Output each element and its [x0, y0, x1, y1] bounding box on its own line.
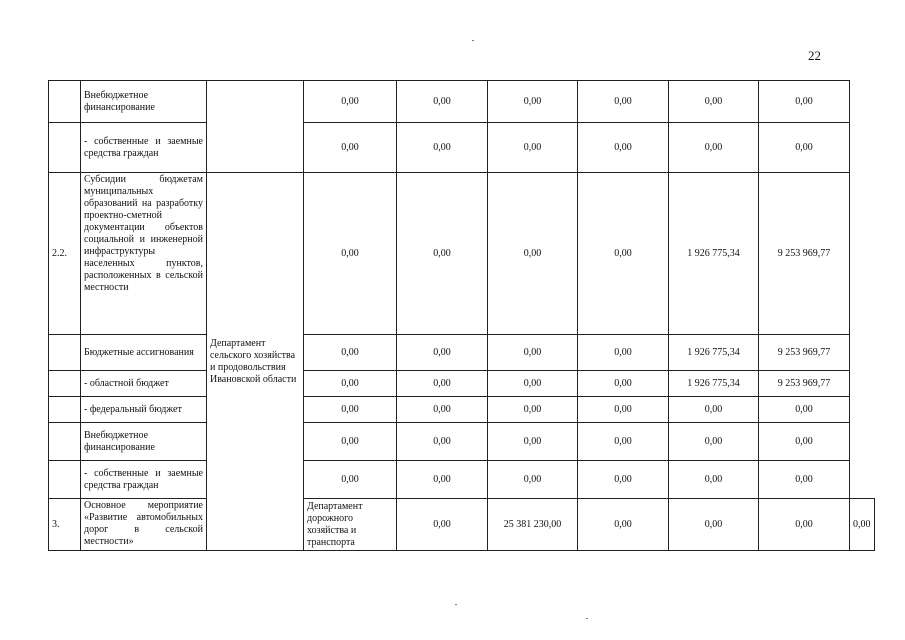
scan-speck: [472, 40, 474, 41]
table-row: [49, 423, 875, 461]
table-row: [49, 173, 875, 335]
row-index: 2.2.: [49, 173, 81, 335]
responsible-department: [207, 81, 304, 173]
responsible-department: Департамент дорожного хозяйства и транспорта: [304, 499, 397, 551]
amount-cell: 0,00: [669, 123, 759, 173]
amount-cell: 0,00: [578, 335, 669, 371]
row-index: [49, 371, 81, 397]
amount-cell: 0,00: [488, 123, 578, 173]
amount-cell: 0,00: [397, 123, 488, 173]
amount-cell: 9 253 969,77: [759, 335, 850, 371]
amount-cell: 9 253 969,77: [759, 173, 850, 335]
amount-cell: 0,00: [304, 173, 397, 335]
amount-cell: 0,00: [759, 397, 850, 423]
amount-cell: 0,00: [669, 499, 759, 551]
amount-cell: 0,00: [488, 81, 578, 123]
amount-cell: 0,00: [488, 423, 578, 461]
row-description: Субсидии бюджетам муниципальных образований на разработку проектно-сметной документации объектов социальной и инженерной инфраструктуры населенных пунктов, расположенных в сельской местности: [81, 173, 207, 335]
amount-cell: 0,00: [578, 423, 669, 461]
row-description: - собственные и заемные средства граждан: [81, 461, 207, 499]
amount-cell: 0,00: [759, 423, 850, 461]
row-description: Бюджетные ассигнования: [81, 335, 207, 371]
amount-cell: 0,00: [488, 173, 578, 335]
table-row: [49, 499, 875, 551]
amount-cell: 1 926 775,34: [669, 335, 759, 371]
budget-table: [48, 80, 875, 551]
amount-cell: 0,00: [397, 335, 488, 371]
amount-cell: 0,00: [488, 397, 578, 423]
row-index: [49, 461, 81, 499]
amount-cell: 0,00: [850, 499, 875, 551]
row-index: [49, 335, 81, 371]
table-row: [49, 397, 875, 423]
amount-cell: 0,00: [304, 423, 397, 461]
budget-table-body: [49, 81, 875, 551]
amount-cell: 0,00: [397, 499, 488, 551]
amount-cell: 0,00: [488, 335, 578, 371]
row-description: - федеральный бюджет: [81, 397, 207, 423]
amount-cell: 0,00: [397, 397, 488, 423]
amount-cell: 9 253 969,77: [759, 371, 850, 397]
table-row: [49, 81, 875, 123]
row-description: Основное мероприятие «Развитие автомобильных дорог в сельской местности»: [81, 499, 207, 551]
amount-cell: 0,00: [397, 173, 488, 335]
scan-speck: [586, 618, 588, 619]
responsible-department: Департамент сельского хозяйства и продовольствия Ивановской области: [207, 173, 304, 551]
row-description: - собственные и заемные средства граждан: [81, 123, 207, 173]
amount-cell: 0,00: [578, 173, 669, 335]
row-index: 3.: [49, 499, 81, 551]
amount-cell: 0,00: [759, 81, 850, 123]
row-index: [49, 423, 81, 461]
amount-cell: 0,00: [578, 371, 669, 397]
amount-cell: 0,00: [304, 461, 397, 499]
amount-cell: 0,00: [578, 123, 669, 173]
amount-cell: 0,00: [578, 461, 669, 499]
table-row: [49, 335, 875, 371]
amount-cell: 0,00: [488, 461, 578, 499]
amount-cell: 0,00: [669, 423, 759, 461]
amount-cell: 0,00: [304, 123, 397, 173]
table-row: [49, 461, 875, 499]
row-description: Внебюджетное финансирование: [81, 423, 207, 461]
amount-cell: 1 926 775,34: [669, 173, 759, 335]
amount-cell: 0,00: [759, 123, 850, 173]
amount-cell: 1 926 775,34: [669, 371, 759, 397]
amount-cell: 0,00: [397, 461, 488, 499]
page-number: 22: [808, 48, 821, 63]
row-description: Внебюджетное финансирование: [81, 81, 207, 123]
amount-cell: 0,00: [397, 81, 488, 123]
amount-cell: 0,00: [669, 461, 759, 499]
amount-cell: 0,00: [304, 397, 397, 423]
amount-cell: 0,00: [578, 81, 669, 123]
amount-cell: 0,00: [759, 499, 850, 551]
amount-cell: 0,00: [397, 371, 488, 397]
amount-cell: 0,00: [669, 397, 759, 423]
amount-cell: 0,00: [304, 81, 397, 123]
amount-cell: 0,00: [578, 397, 669, 423]
table-row: [49, 371, 875, 397]
amount-cell: 0,00: [669, 81, 759, 123]
scan-speck: [455, 604, 457, 605]
amount-cell: 0,00: [304, 371, 397, 397]
table-row: [49, 123, 875, 173]
amount-cell: 0,00: [304, 335, 397, 371]
row-index: [49, 397, 81, 423]
amount-cell: 0,00: [578, 499, 669, 551]
row-index: [49, 81, 81, 123]
row-description: - областной бюджет: [81, 371, 207, 397]
amount-cell: 0,00: [759, 461, 850, 499]
amount-cell: 0,00: [397, 423, 488, 461]
amount-cell: 0,00: [488, 371, 578, 397]
amount-cell: 25 381 230,00: [488, 499, 578, 551]
row-index: [49, 123, 81, 173]
